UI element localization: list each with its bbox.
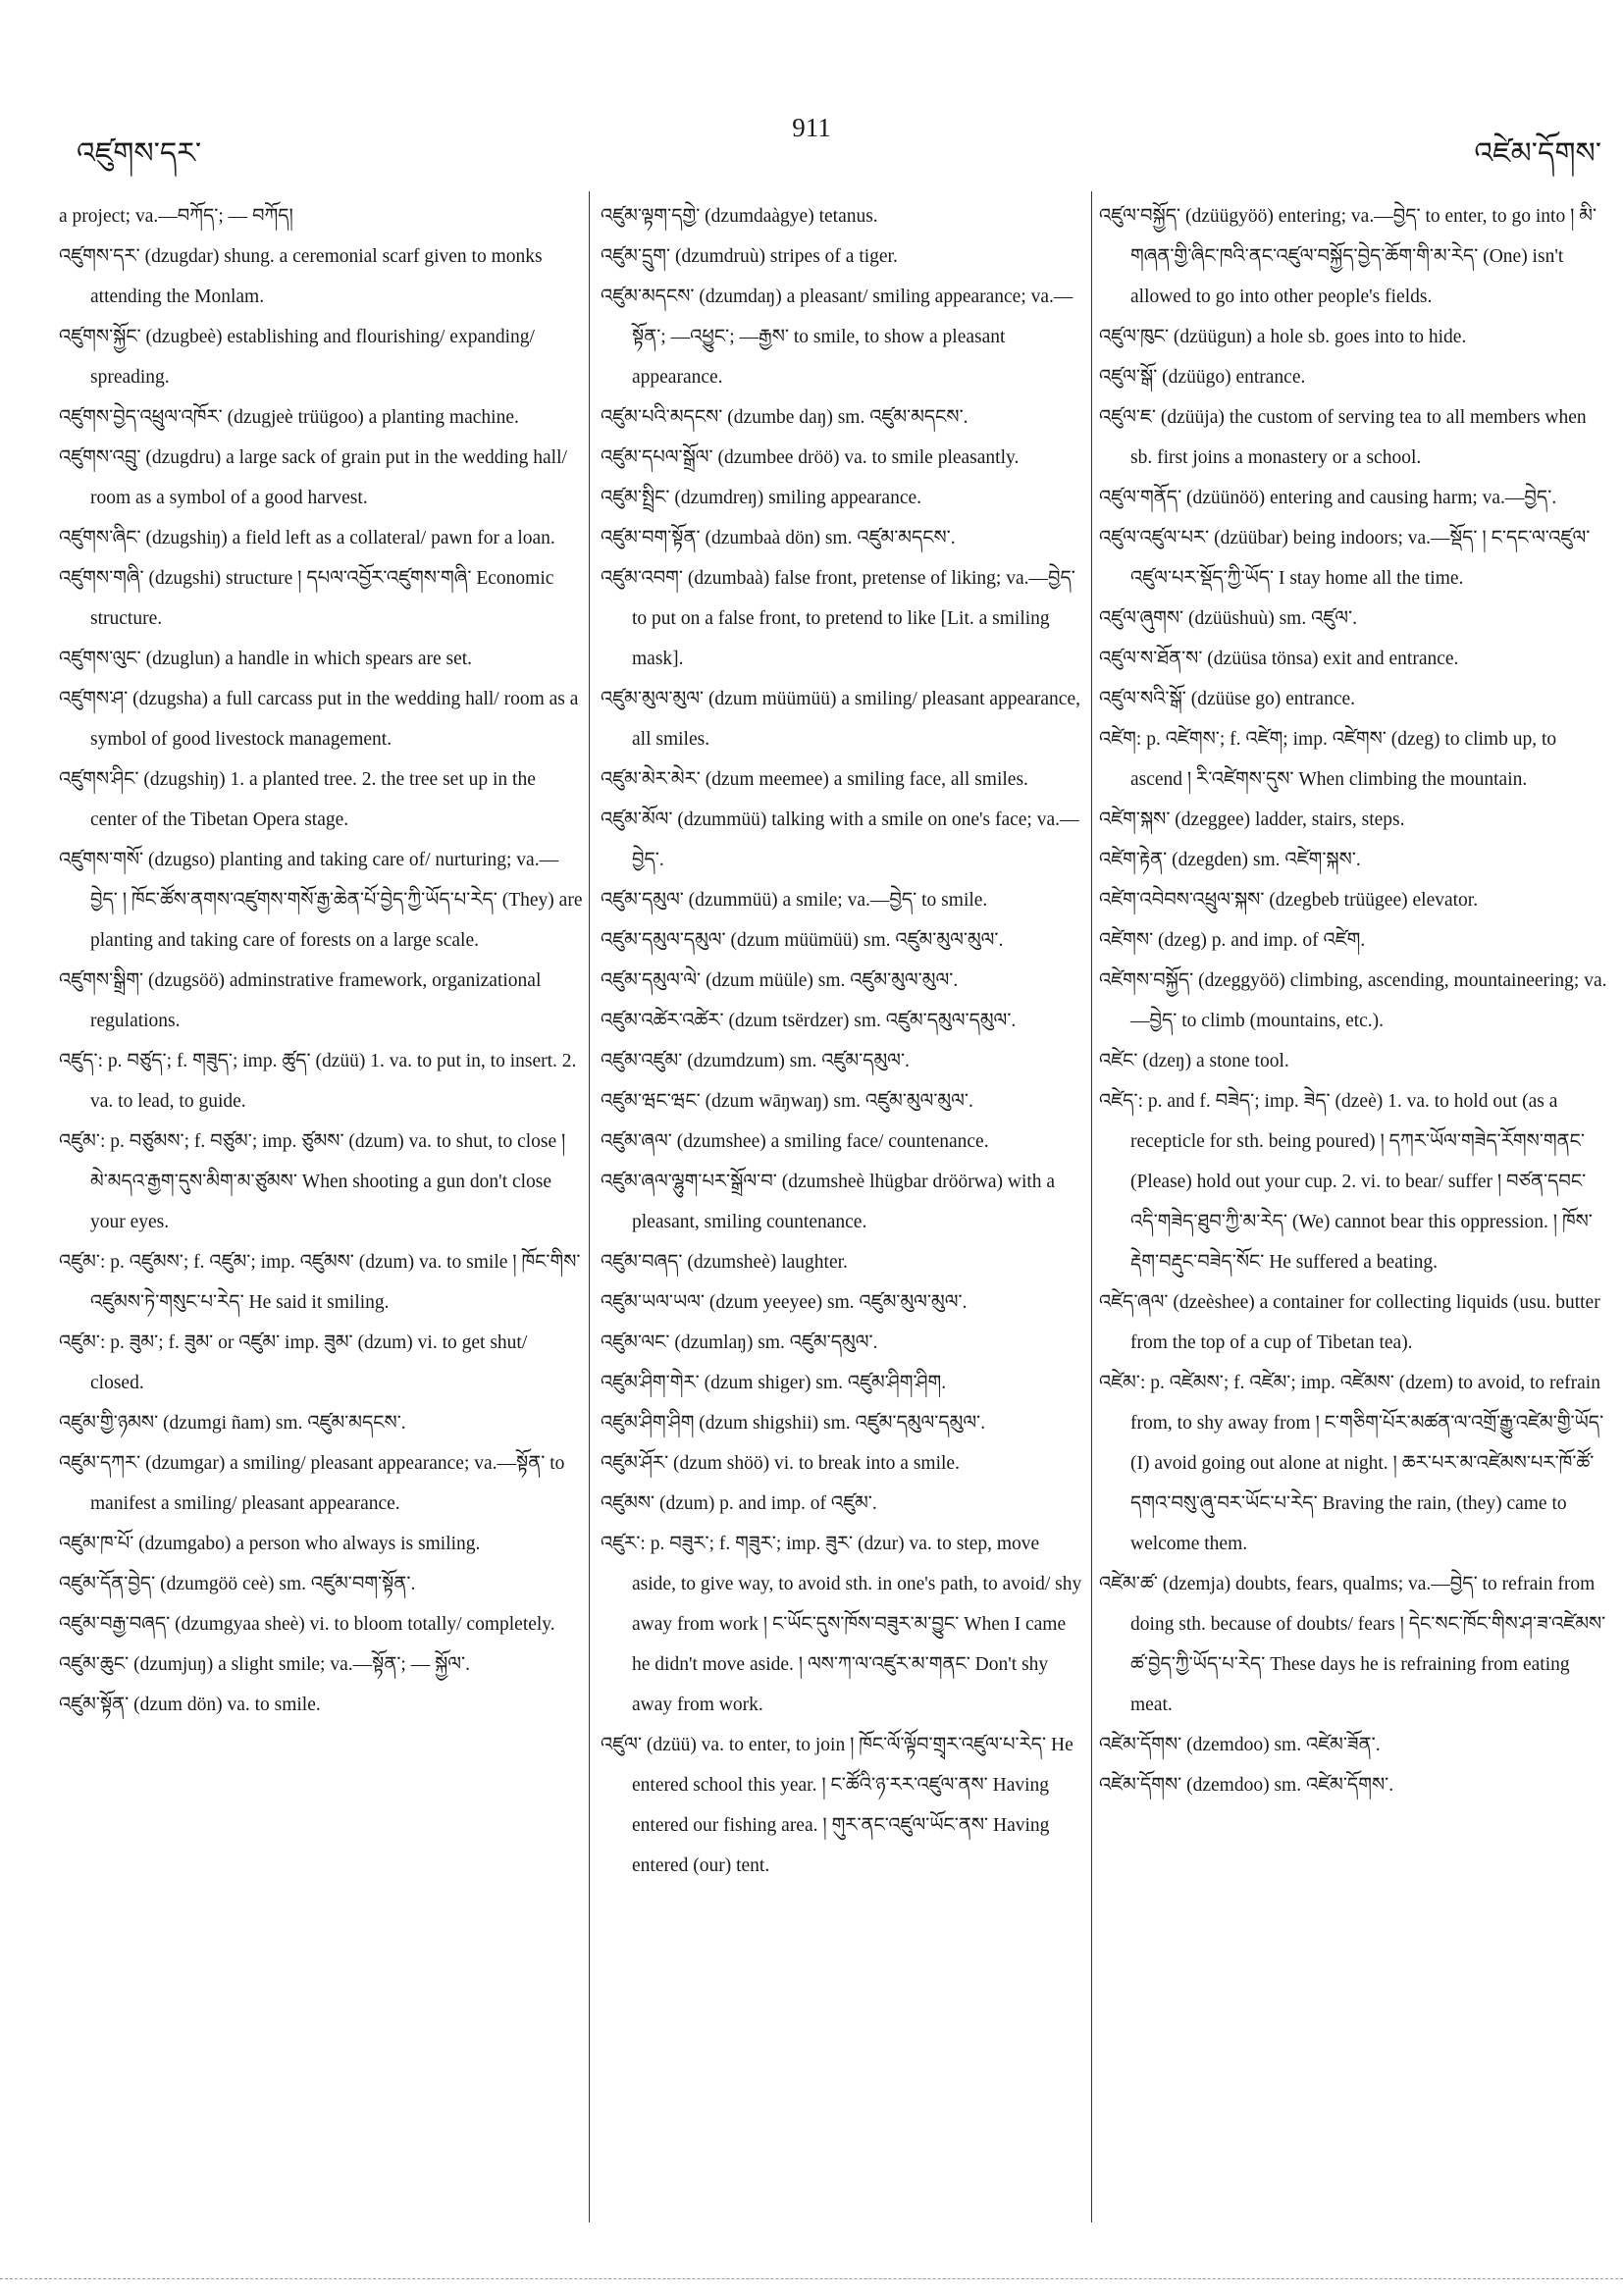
dictionary-entry: འཛེམ་དོགས་ (dzemdoo) sm. འཛེམ་ཟོན་. [1099, 1735, 1381, 1755]
dictionary-entry: འཛུམ་ཆུང་ (dzumjuŋ) a slight smile; va.—སྟོན་; — སྐྱོལ་. [59, 1654, 470, 1675]
dictionary-entry: འཛུམ་པའི་མདངས་ (dzumbe daŋ) sm. འཛུམ་མདངས་. [601, 407, 969, 428]
dictionary-entry: འཛུམ་འཛུམ་ (dzumdzum) sm. འཛུམ་དམུལ་. [601, 1051, 910, 1071]
dictionary-entry: འཛུལ་གནོད་ (dzüünöö) entering and causing harm; va.—བྱེད་. [1099, 488, 1557, 508]
dictionary-entry: འཛུམ་ཞལ་ (dzumshee) a smiling face/ countenance. [601, 1131, 989, 1152]
dictionary-entry: འཛུམ་འབག་ (dzumbaà) false front, pretense of liking; va.—བྱེད་ to put on a false front, to pretend to like [Lit. a smiling mask]. [601, 568, 1075, 669]
dictionary-entry: འཛུམ་མུལ་མུལ་ (dzum müümüü) a smiling/ pleasant appearance, all smiles. [601, 689, 1080, 750]
dictionary-entry: འཛེག་སྐས་ (dzeggee) ladder, stairs, steps. [1099, 809, 1405, 830]
dictionary-entry: འཛེམ་: p. འཛེམས་; f. འཛེམ་; imp. འཛེམས་ (dzem) to avoid, to refrain from, to shy away from ། ང་གཅིག་པོར་མཚན་ལ་འགྲོ་རྒྱུ་འཛེམ་གྱི་ཡོད་ (I) avoid going out alone at night. ། ཆར་པར་མ་འཛེམས་པར་ཁོ་ཚོ་དགའ་བསུ་ཞུ་བར་ཡོང་པ་རེད་ Braving the rain, (they) came to welcome them. [1099, 1373, 1604, 1554]
dictionary-entry: འཛུགས་གཞི་ (dzugshi) structure ། དཔལ་འབྱོར་འཛུགས་གཞི་ Economic structure. [59, 568, 554, 629]
dictionary-entry: འཛུམ་ཝང་ཝང་ (dzum wāŋwaŋ) sm. འཛུམ་མུལ་མུལ་. [601, 1091, 973, 1112]
column-1 [59, 196, 584, 2227]
dictionary-entry: འཛེམ་ཚ་ (dzemja) doubts, fears, qualms; va.—བྱེད་ to refrain from doing sth. because of doubts/ fears ། དེང་སང་ཁོང་གིས་ཤ་ཟ་འཛེམས་ཚ་བྱེད་ཀྱི་ཡོད་པ་རེད་ These days he is refraining from eating meat. [1099, 1574, 1606, 1715]
dictionary-entry: འཛུམ་སྟོན་ (dzum dön) va. to smile. [59, 1695, 321, 1715]
dictionary-entry: འཛུལ་ཇ་ (dzüüja) the custom of serving tea to all members when sb. first joins a monastery or a school. [1099, 407, 1587, 468]
dictionary-entry: འཛུམ་ཤིག་གེར་ (dzum shiger) sm. འཛུམ་ཤིག་ཤིག. [601, 1373, 947, 1393]
dictionary-entry: འཛུམ་མོལ་ (dzummüü) talking with a smile on one's face; va.—བྱེད་. [601, 809, 1079, 870]
dictionary-entry: འཛུམ་སྤྲིང་ (dzumdreŋ) smiling appearance. [601, 488, 922, 508]
column-divider [589, 191, 590, 2222]
page-header [0, 113, 1623, 172]
dictionary-entry: འཛུམ་མདངས་ (dzumdaŋ) a pleasant/ smiling appearance; va.—སྟོན་; —འཕྱུང་; —རྒྱས་ to smile, to show a pleasant appearance. [601, 287, 1073, 388]
dictionary-entry: འཛུམ་དྲུག་ (dzumdruù) stripes of a tiger. [601, 246, 898, 267]
dictionary-entry: འཛེད་ཞལ་ (dzeèshee) a container for collecting liquids (usu. butter from the top of a cup of Tibetan tea). [1099, 1292, 1600, 1353]
dictionary-entry: འཛུམ་དཔལ་སྒྲོལ་ (dzumbee dröö) va. to smile pleasantly. [601, 447, 1020, 468]
dictionary-entry: འཛེང་ (dzeŋ) a stone tool. [1099, 1051, 1289, 1071]
dictionary-entry: འཛུལ་ཁུང་ (dzüügun) a hole sb. goes into to hide. [1099, 327, 1467, 347]
dictionary-entry: འཛེགས་བསྐྱོད་ (dzeggyöö) climbing, ascending, mountaineering; va.—བྱེད་ to climb (mountains, etc.). [1099, 970, 1607, 1031]
right-guide-word: འཛེམ་དོགས་ [1474, 136, 1601, 171]
dictionary-entry: འཛུམ་བག་སྟོན་ (dzumbaà dön) sm. འཛུམ་མདངས་. [601, 528, 956, 548]
page-number: 911 [792, 113, 831, 142]
dictionary-entry: འཛུམ་: p. ཟུམ་; f. ཟུམ་ or འཛུམ་ imp. ཟུམ་ (dzum) vi. to get shut/ closed. [59, 1332, 528, 1393]
dictionary-entry: འཛུལ་ས་ཐོན་ས་ (dzüüsa tönsa) exit and entrance. [1099, 649, 1459, 669]
dictionary-entry: འཛུམ་: p. བཙུམས་; f. བཙུམ་; imp. ཙུམས་ (dzum) va. to shut, to close ། མེ་མདའ་རྒྱག་དུས་མིག་མ་ཙུམས་ When shooting a gun don't close your eyes. [59, 1131, 566, 1232]
dictionary-entry: འཛུམ་ཁ་པོ་ (dzumgabo) a person who always is smiling. [59, 1534, 481, 1554]
dictionary-entry: འཛུལ་འཛུལ་པར་ (dzüübar) being indoors; va.—སྡོད་ ། ང་དང་ལ་འཛུལ་འཛུལ་པར་སྡོད་ཀྱི་ཡོད་ I stay home all the time. [1099, 528, 1591, 589]
dictionary-entry: འཛུམ་ཤིག་ཤིག (dzum shigshii) sm. འཛུམ་དམུལ་དམུལ་. [601, 1413, 986, 1434]
column-2 [601, 196, 1083, 2227]
dictionary-entry: འཛུམ་དམུལ་ (dzummüü) a smile; va.—བྱེད་ to smile. [601, 890, 988, 911]
dictionary-entry: འཛུད་: p. བཙུད་; f. གཟུད་; imp. ཚུད་ (dzüü) 1. va. to put in, to insert. 2. va. to lead, to guide. [59, 1051, 577, 1112]
footer-rule [0, 2278, 1623, 2279]
dictionary-entry: འཛུར་: p. བཟུར་; f. གཟུར་; imp. ཟུར་ (dzur) va. to step, move aside, to give way, to avoid sth. in one's path, to avoid/ shy away from work ། ང་ཡོང་དུས་ཁོས་བཟུར་མ་བྱུང་ When I came he didn't move aside. ། ལས་ཀ་ལ་འཛུར་མ་གནང་ Don't shy away from work. [601, 1534, 1082, 1715]
dictionary-entry: འཛུགས་ཤིང་ (dzugshiŋ) 1. a planted tree. 2. the tree set up in the center of the Tibetan Opera stage. [59, 769, 536, 830]
dictionary-entry: འཛུགས་སྒྲིག་ (dzugsöö) adminstrative framework, organizational regulations. [59, 970, 542, 1031]
dictionary-entry: འཛུམ་ལང་ (dzumlaŋ) sm. འཛུམ་དམུལ་. [601, 1332, 878, 1353]
dictionary-entry: འཛེག་འབེབས་འཕྲུལ་སྐས་ (dzegbeb trüügee) elevator. [1099, 890, 1479, 911]
dictionary-entry: འཛེད་: p. and f. བཟེད་; imp. ཟེད་ (dzeè) 1. va. to hold out (as a recepticle for sth. being poured) ། དཀར་ཡོལ་གཟེད་རོགས་གནང་ (Please) hold out your cup. 2. vi. to bear/ suffer ། བཙན་དབང་འདི་གཟེད་ཐུབ་ཀྱི་མ་རེད་ (We) cannot bear this oppression. ། ཁོས་རྡེག་བརྡུང་བཟེད་སོང་ He suffered a beating. [1099, 1091, 1593, 1273]
dictionary-entry: འཛུམ་འཚེར་འཚེར་ (dzum tsërdzer) sm. འཛུམ་དམུལ་དམུལ་. [601, 1011, 1017, 1031]
dictionary-entry: འཛུགས་སྐྱོང་ (dzugbeè) establishing and flourishing/ expanding/ spreading. [59, 327, 535, 388]
column-divider [1091, 191, 1092, 2222]
dictionary-entry: འཛེགས་ (dzeg) p. and imp. of འཛེག. [1099, 930, 1366, 951]
dictionary-entry: འཛུམས་ (dzum) p. and imp. of འཛུམ་. [601, 1493, 877, 1514]
dictionary-entry: འཛུམ་བརྒྱ་བཞད་ (dzumgyaa sheè) vi. to bloom totally/ completely. [59, 1614, 555, 1635]
dictionary-entry: འཛུགས་གསོ་ (dzugso) planting and taking care of/ nurturing; va.—བྱེད་ ། ཁོང་ཚོས་ནགས་འཛུགས་གསོ་རྒྱ་ཆེན་པོ་བྱེད་ཀྱི་ཡོད་པ་རེད་ (They) are planting and taking care of forests on a large scale. [59, 850, 583, 951]
dictionary-entry: འཛུལ་བསྐྱོད་ (dzüügyöö) entering; va.—བྱེད་ to enter, to go into ། མི་གཞན་གྱི་ཞིང་ཁའི་ནང་འཛུལ་བསྐྱོད་བྱེད་ཆོག་གི་མ་རེད་ (One) isn't allowed to go into other people's fields. [1099, 206, 1597, 307]
dictionary-entry: འཛུམ་ཤོར་ (dzum shöö) vi. to break into a smile. [601, 1453, 960, 1474]
dictionary-entry: འཛུལ་སའི་སྒོ་ (dzüüse go) entrance. [1099, 689, 1356, 709]
dictionary-entry: འཛེག་རྟེན་ (dzegden) sm. འཛེག་སྐས་. [1099, 850, 1361, 870]
dictionary-entry: འཛུམ་དམུལ་ལེ་ (dzum müüle) sm. འཛུམ་མུལ་མུལ་. [601, 970, 959, 991]
dictionary-entry: འཛུམ་དཀར་ (dzumgar) a smiling/ pleasant appearance; va.—སྟོན་ to manifest a smiling/ pleasant appearance. [59, 1453, 565, 1514]
dictionary-entry: འཛུགས་ལུང་ (dzuglun) a handle in which spears are set. [59, 649, 473, 669]
dictionary-entry: འཛུགས་ཞིང་ (dzugshiŋ) a field left as a collateral/ pawn for a loan. [59, 528, 555, 548]
dictionary-entry: འཛེམ་དོགས་ (dzemdoo) sm. འཛེམ་དོགས་. [1099, 1775, 1394, 1796]
dictionary-entry: འཛུམ་མེར་མེར་ (dzum meemee) a smiling face, all smiles. [601, 769, 1028, 790]
dictionary-entry: འཛུགས་ཤ་ (dzugsha) a full carcass put in the wedding hall/ room as a symbol of good livestock management. [59, 689, 579, 750]
dictionary-entry: འཛུམ་བཞད་ (dzumsheè) laughter. [601, 1252, 848, 1273]
dictionary-entry: འཛུགས་བྱེད་འཕྲུལ་འཁོར་ (dzugjeè trüügoo) a planting machine. [59, 407, 519, 428]
dictionary-entry: འཛུམ་: p. འཛུམས་; f. འཛུམ་; imp. འཛུམས་ (dzum) va. to smile ། ཁོང་གིས་འཛུམས་ཏེ་གསུང་པ་རེད་ He said it smiling. [59, 1252, 581, 1313]
dictionary-entry: འཛུགས་དར་ (dzugdar) shung. a ceremonial scarf given to monks attending the Monlam. [59, 246, 543, 307]
dictionary-entry: འཛུམ་ལྟག་དགྱེ་ (dzumdaàgye) tetanus. [601, 206, 878, 227]
dictionary-entry: འཛུམ་ཞལ་ལྷུག་པར་སྒྲོལ་བ་ (dzumsheè lhügbar dröörwa) with a pleasant, smiling countenance. [601, 1172, 1056, 1232]
dictionary-entry: འཛུལ་ཞུགས་ (dzüüshuù) sm. འཛུལ་. [1099, 608, 1357, 629]
left-guide-word: འཛུགས་དར་ [77, 136, 202, 171]
dictionary-entry: འཛུམ་དོན་བྱེད་ (dzumgöö ceè) sm. འཛུམ་བག་སྟོན་. [59, 1574, 416, 1594]
column-3 [1099, 196, 1609, 2227]
dictionary-entry: འཛུགས་འབྲུ་ (dzugdru) a large sack of grain put in the wedding hall/ room as a symbol of a good harvest. [59, 447, 567, 508]
dictionary-entry: འཛེག: p. འཛེགས་; f. འཛེག; imp. འཛེགས་ (dzeg) to climb up, to ascend ། རི་འཛེགས་དུས་ When climbing the mountain. [1099, 729, 1557, 790]
dictionary-entry: འཛུམ་གྱི་ཉམས་ (dzumgi ñam) sm. འཛུམ་མདངས་. [59, 1413, 406, 1434]
dictionary-entry: འཛུམ་དམུལ་དམུལ་ (dzum müümüü) sm. འཛུམ་མུལ་མུལ་. [601, 930, 1004, 951]
dictionary-entry: འཛུལ་ (dzüü) va. to enter, to join ། ཁོང་ལོ་ལྟོབ་གྲྭར་འཛུལ་པ་རེད་ He entered school this year. ། ང་ཚོའི་ཉ་རར་འཛུལ་ནས་ Having entered our fishing area. ། གུར་ནང་འཛུལ་ཡོང་ནས་ Having entered (our) tent. [601, 1735, 1073, 1876]
dictionary-entry: འཛུལ་སྒོ་ (dzüügo) entrance. [1099, 367, 1306, 388]
dictionary-entry: a project; va.—བཀོད་; — བཀོད། [59, 206, 293, 227]
dictionary-entry: འཛུམ་ཡལ་ཡལ་ (dzum yeeyee) sm. འཛུམ་མུལ་མུལ་. [601, 1292, 968, 1313]
